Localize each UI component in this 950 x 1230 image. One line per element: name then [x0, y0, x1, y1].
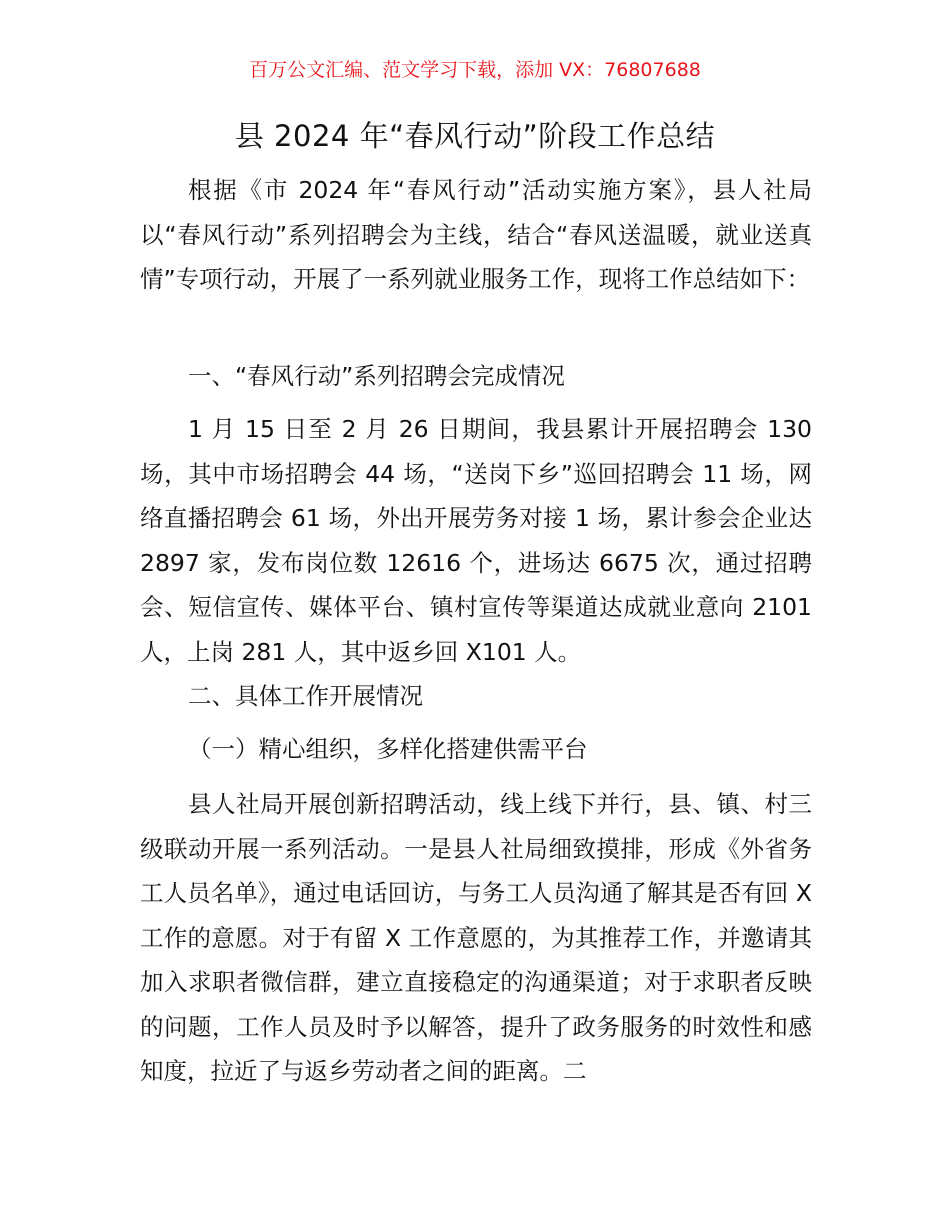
section-2-subheading: （一）精心组织，多样化搭建供需平台 [188, 735, 588, 763]
intro-paragraph: 根据《市 2024 年“春风行动”活动实施方案》，县人社局以“春风行动”系列招聘会为主线，结合“春风送温暖，就业送真情”专项行动，开展了一系列就业服务工作，现将工作总结如下： [140, 176, 812, 293]
section-1-paragraph: 1 月 15 日至 2 月 26 日期间，我县累计开展招聘会 130 场，其中市场招聘会 44 场，“送岗下乡”巡回招聘会 11 场，网络直播招聘会 61 场，外出开展劳务对接 1 场，累计参会企业达 2897 家，发布岗位数 12616 个，进场达 6675 次，通过招聘会、短信宣传、媒体平台、镇村宣传等渠道达成就业意向 2101 人，上岗 281 人，其中返乡回 X101 人。 [140, 415, 812, 666]
section-1-heading: 一、“春风行动”系列招聘会完成情况 [188, 362, 565, 390]
header-watermark-text: 百万公文汇编、范文学习下载，添加 VX：76807688 [249, 59, 701, 81]
document-title: 县 2024 年“春风行动”阶段工作总结 [234, 119, 716, 153]
section-2-paragraph: 县人社局开展创新招聘活动，线上线下并行，县、镇、村三级联动开展一系列活动。一是县人社局细致摸排，形成《外省务工人员名单》，通过电话回访，与务工人员沟通了解其是否有回 X 工作的意愿。对于有留 X 工作意愿的，为其推荐工作，并邀请其加入求职者微信群，建立直接稳定的沟通渠道；对于求职者反映的问题，工作人员及时予以解答，提升了政务服务的时效性和感知度，拉近了与返乡劳动者之间的距离。二 [140, 790, 812, 1085]
section-2-heading: 二、具体工作开展情况 [188, 682, 423, 710]
